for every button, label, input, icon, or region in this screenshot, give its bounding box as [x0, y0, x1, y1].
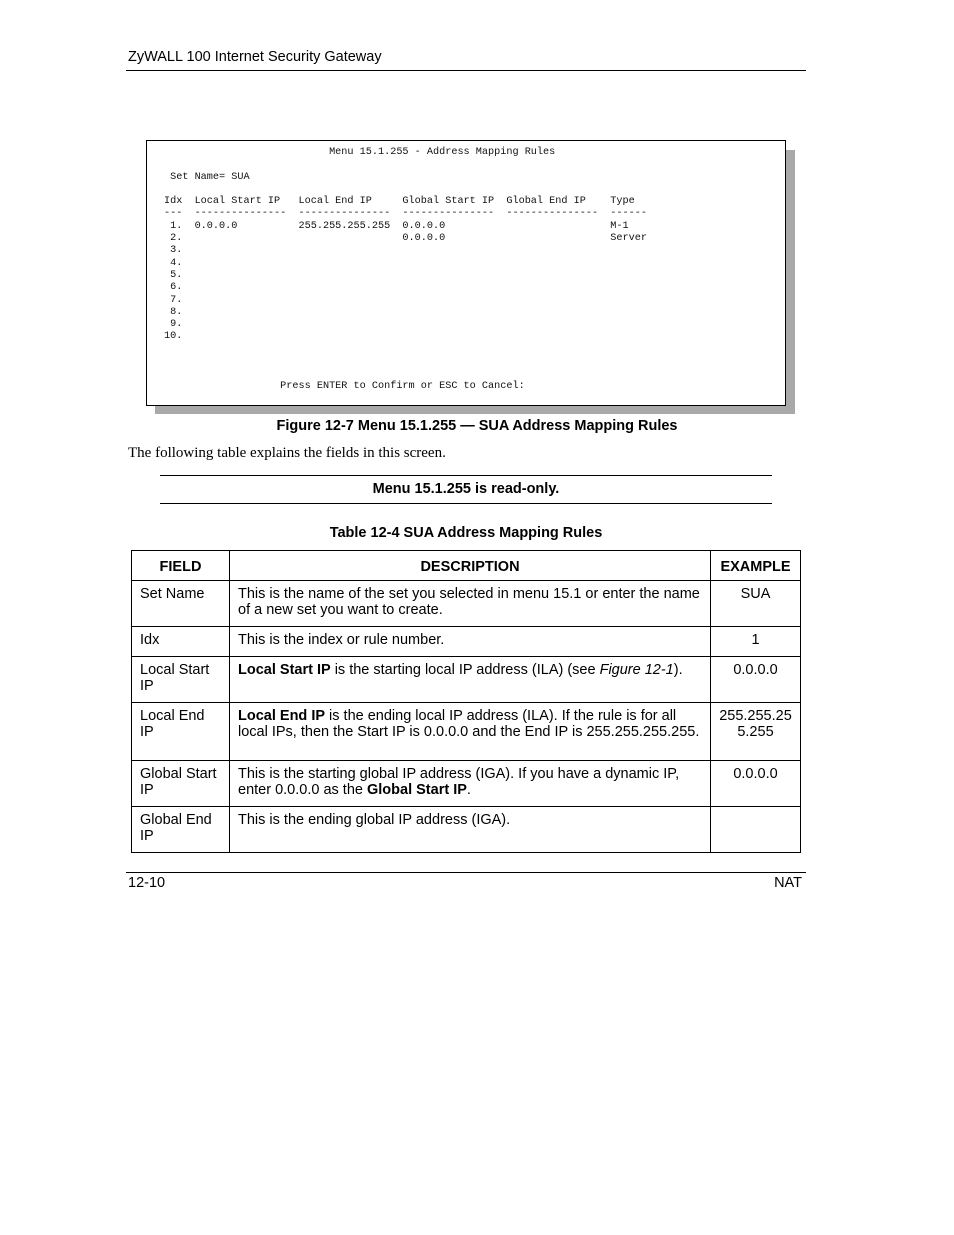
example-cell [711, 807, 801, 853]
desc-bold: Local End IP [238, 708, 326, 724]
table-row [132, 703, 801, 761]
terminal-screen [146, 140, 786, 406]
description-cell: This is the ending global IP address (IGA). [230, 807, 711, 853]
example-cell: SUA [711, 581, 801, 627]
desc-end: ). [673, 662, 683, 678]
field-cell: Local End IP [132, 703, 230, 761]
example-cell: 1 [711, 627, 801, 657]
example-cell: 0.0.0.0 [711, 657, 801, 703]
terminal-text: Menu 15.1.255 - Address Mapping Rules Set Name= SUA Idx Local Start IP Local End IP Global Start IP Global End IP Type --- --------------- --------------- --------------- --------------- ------ 1. 0.0.0.0 255.255.255.255 0.0.0.0 M-1 2. 0.0.0.0 Server 3. 4. 5. 6. 7. 8. 9. 10. Press ENTER to Confirm or ESC to Cancel: [164, 147, 647, 392]
page-number: 12-10 [128, 875, 166, 891]
desc-italic: Figure 12-1 [599, 662, 674, 678]
desc-end: . [466, 782, 471, 798]
note-rule-bottom [160, 503, 772, 504]
field-cell: Global End IP [132, 807, 230, 853]
description-cell [230, 761, 711, 807]
table-caption: Table 12-4 SUA Address Mapping Rules [329, 525, 603, 541]
description-cell: This is the name of the set you selected in menu 15.1 or enter the name of a new set you want to create. [230, 581, 711, 627]
header-rule [126, 70, 806, 71]
desc-text: is the ending local IP address (ILA). If the rule is for all local IPs, then the Start IP is 0.0.0.0 and the End IP is 255.255.255.255. [238, 708, 700, 740]
table-row [132, 657, 801, 703]
running-header-title: ZyWALL 100 Internet Security Gateway [128, 49, 382, 65]
field-cell: Global Start IP [132, 761, 230, 807]
header-example: EXAMPLE [711, 551, 801, 581]
field-cell: Local Start IP [132, 657, 230, 703]
desc-text: This is the starting global IP address (IGA). If you have a dynamic IP, enter 0.0.0.0 as the [238, 766, 680, 798]
header-description: DESCRIPTION [230, 551, 711, 581]
header-field: FIELD [132, 551, 230, 581]
desc-bold: Local Start IP [238, 662, 331, 678]
table-row [132, 627, 801, 657]
table-row [132, 581, 801, 627]
read-only-note: Menu 15.1.255 is read-only. [372, 481, 560, 497]
field-cell: Idx [132, 627, 230, 657]
footer-rule [126, 872, 806, 873]
description-cell [230, 703, 711, 761]
description-cell [230, 657, 711, 703]
table-row [132, 761, 801, 807]
fields-table [131, 550, 801, 853]
example-cell: 255.255.255.255 [711, 703, 801, 761]
table-row [132, 807, 801, 853]
desc-bold: Global Start IP [366, 782, 467, 798]
example-cell: 0.0.0.0 [711, 761, 801, 807]
description-cell: This is the index or rule number. [230, 627, 711, 657]
table-header-row [132, 551, 801, 581]
field-cell: Set Name [132, 581, 230, 627]
desc-text: is the starting local IP address (ILA) (see [330, 662, 600, 678]
figure-caption: Figure 12-7 Menu 15.1.255 — SUA Address Mapping Rules [276, 418, 678, 434]
note-rule-top [160, 475, 772, 476]
chapter-name: NAT [774, 875, 802, 891]
intro-paragraph: The following table explains the fields in this screen. [128, 445, 446, 461]
